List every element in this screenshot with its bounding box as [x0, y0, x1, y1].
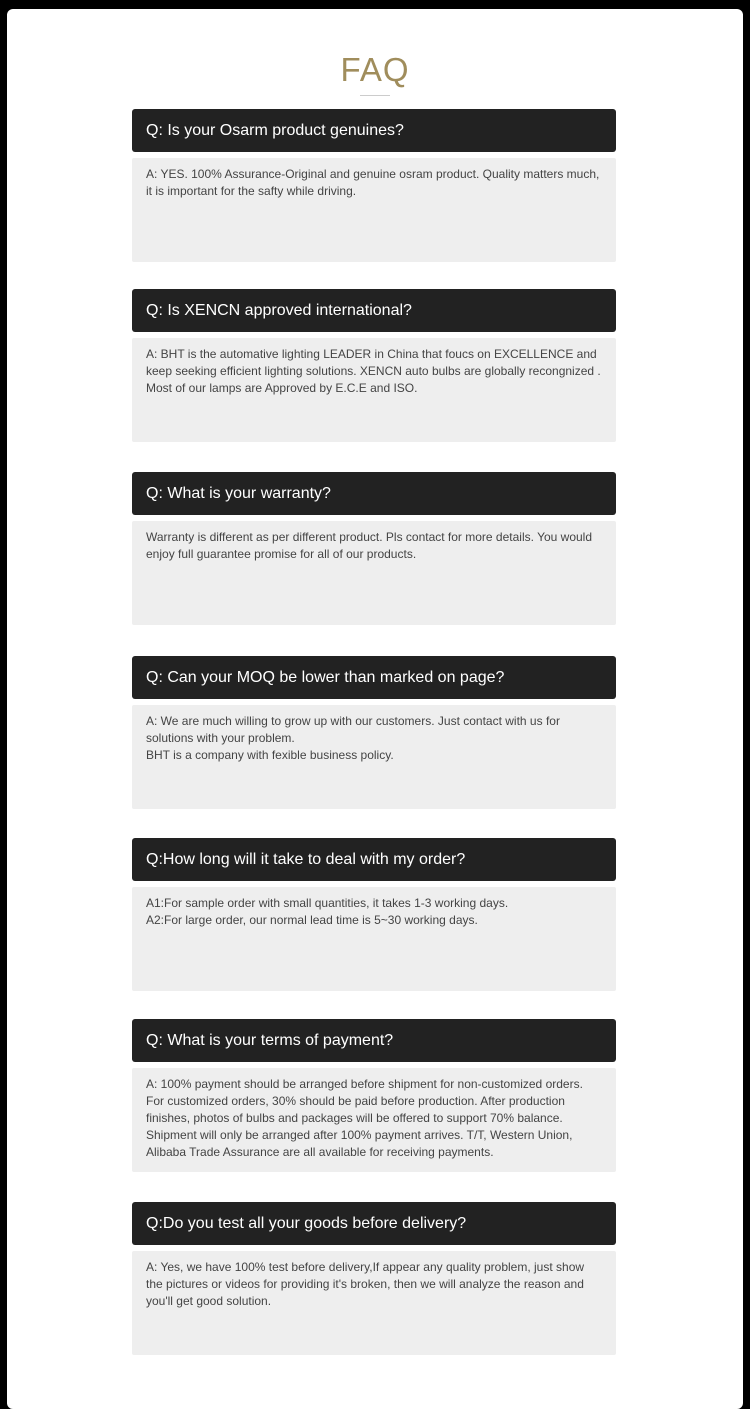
- faq-answer: A: 100% payment should be arranged before shipment for non-customized orders. For customized orders, 30% should be paid before production. After production finishes, photos of bulbs and packages will be offered to support 70% balance. Shipment will only be arranged after 100% payment arrives. T/T, Western Union, Alibaba Trade Assurance are all available for receiving payments.: [132, 1068, 616, 1172]
- faq-question: Q: Is XENCN approved international?: [132, 289, 616, 332]
- faq-item: [132, 109, 616, 262]
- faq-question: Q:How long will it take to deal with my order?: [132, 838, 616, 881]
- faq-answer: A1:For sample order with small quantities, it takes 1-3 working days. A2:For large order, our normal lead time is 5~30 working days.: [132, 887, 616, 991]
- title-divider: [360, 95, 390, 96]
- faq-item: [132, 838, 616, 991]
- faq-question: Q: What is your warranty?: [132, 472, 616, 515]
- faq-question: Q:Do you test all your goods before delivery?: [132, 1202, 616, 1245]
- faq-card: [7, 9, 743, 1409]
- faq-question: Q: Is your Osarm product genuines?: [132, 109, 616, 152]
- faq-question: Q: What is your terms of payment?: [132, 1019, 616, 1062]
- faq-item: [132, 289, 616, 442]
- faq-item: [132, 1202, 616, 1355]
- faq-question: Q: Can your MOQ be lower than marked on page?: [132, 656, 616, 699]
- faq-answer: A: We are much willing to grow up with our customers. Just contact with us for solutions with your problem. BHT is a company with fexible business policy.: [132, 705, 616, 809]
- faq-answer: A: Yes, we have 100% test before delivery,If appear any quality problem, just show the pictures or videos for providing it's broken, then we will analyze the reason and you'll get good solution.: [132, 1251, 616, 1355]
- page-title: FAQ: [340, 51, 410, 88]
- faq-item: [132, 472, 616, 625]
- faq-item: [132, 656, 616, 809]
- faq-answer: Warranty is different as per different product. Pls contact for more details. You would enjoy full guarantee promise for all of our products.: [132, 521, 616, 625]
- faq-item: [132, 1019, 616, 1172]
- faq-answer: A: BHT is the automative lighting LEADER in China that foucs on EXCELLENCE and keep seeking efficient lighting solutions. XENCN auto bulbs are globally recongnized . Most of our lamps are Approved by E.C.E and ISO.: [132, 338, 616, 442]
- faq-answer: A: YES. 100% Assurance-Original and genuine osram product. Quality matters much, it is important for the safty while driving.: [132, 158, 616, 262]
